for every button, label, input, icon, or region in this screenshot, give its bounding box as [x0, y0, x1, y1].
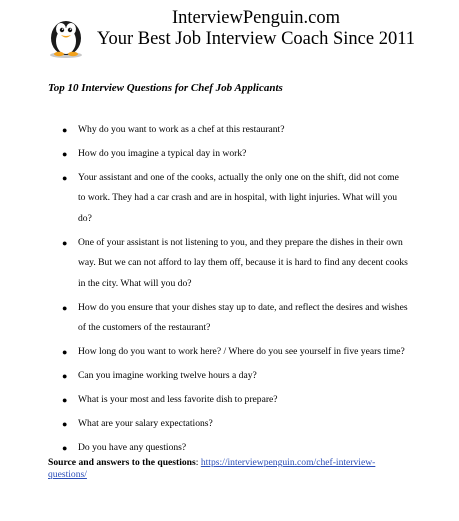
question-text: How do you imagine a typical day in work? [78, 147, 247, 159]
question-text: One of your assistant is not listening to you, and they prepare the dishes in their own way. But we can not afford to lay them off, because it is hard to find any decent cooks in the city. What will you do? [78, 236, 408, 289]
question-text: Do you have any questions? [78, 441, 187, 453]
list-item [48, 414, 408, 435]
list-item [48, 144, 408, 165]
list-item [48, 233, 408, 295]
list-item [48, 390, 408, 411]
bullet-icon: ● [62, 442, 68, 453]
tagline: Your Best Job Interview Coach Since 2011 [96, 29, 416, 49]
source-separator: : [195, 457, 201, 468]
list-item [48, 438, 408, 459]
bullet-icon: ● [62, 172, 68, 183]
page-title: Top 10 Interview Questions for Chef Job Applicants [48, 82, 283, 94]
question-text: Why do you want to work as a chef at this restaurant? [78, 124, 285, 135]
page-header [0, 0, 459, 70]
bullet-icon: ● [62, 125, 68, 135]
bullet-icon: ● [62, 148, 68, 159]
question-text: Your assistant and one of the cooks, actually the only one on the shift, did not come to work. They had a car crash and are in hospital, with light injuries. What will you do? [78, 171, 399, 224]
list-item [48, 120, 408, 141]
question-text: How long do you want to work here? / Where do you see yourself in five years time? [78, 345, 405, 357]
bullet-icon: ● [62, 370, 68, 381]
question-text: Can you imagine working twelve hours a day? [78, 369, 257, 381]
source-label: Source and answers to the questions [48, 457, 196, 468]
question-text: How do you ensure that your dishes stay up to date, and reflect the desires and wishes of the customers of the restaurant? [78, 301, 408, 334]
list-item [48, 366, 408, 387]
question-text: What is your most and less favorite dish to prepare? [78, 393, 278, 405]
bullet-icon: ● [62, 394, 68, 405]
list-item [48, 298, 408, 339]
bullet-icon: ● [62, 346, 68, 357]
list-item [48, 342, 408, 363]
site-name: InterviewPenguin.com [172, 8, 340, 28]
penguin-icon [46, 14, 86, 58]
source-note [48, 457, 408, 480]
header-text [96, 8, 416, 50]
source-link[interactable]: https://interviewpenguin.com/chef-interview-questions/ [48, 457, 376, 480]
bullet-icon: ● [62, 418, 68, 429]
bullet-icon: ● [62, 237, 68, 248]
bullet-icon: ● [62, 302, 68, 313]
question-text: What are your salary expectations? [78, 417, 213, 429]
list-item [48, 168, 408, 230]
questions-list [48, 120, 408, 461]
